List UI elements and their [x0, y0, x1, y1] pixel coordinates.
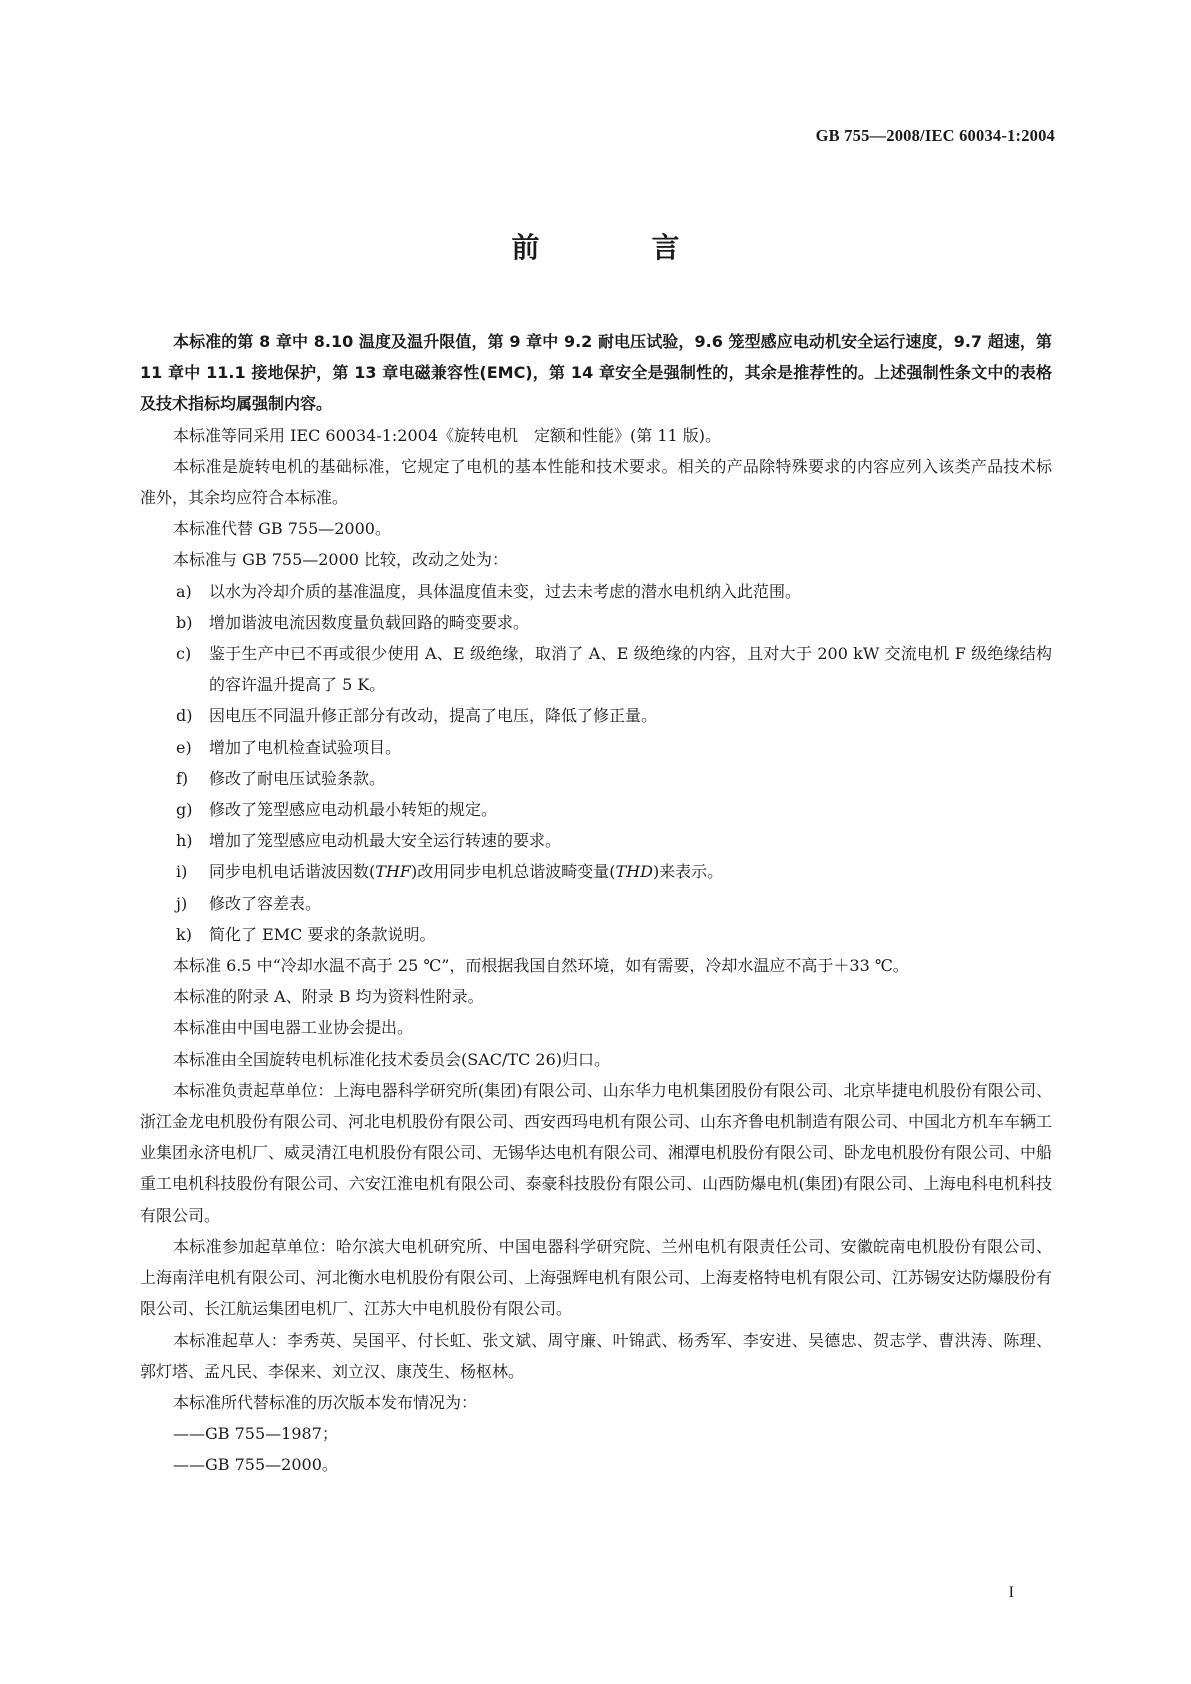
- change-item: d) 因电压不同温升修正部分有改动，提高了电压，降低了修正量。: [140, 700, 1052, 731]
- change-item: b) 增加谐波电流因数度量负载回路的畸变要求。: [140, 607, 1052, 638]
- paragraph: 本标准的附录 A、附录 B 均为资料性附录。: [173, 987, 484, 1007]
- page-title: 前 言: [511, 231, 722, 264]
- change-item: f) 修改了耐电压试验条款。: [140, 763, 1052, 794]
- change-item: e) 增加了电机检查试验项目。: [140, 732, 1052, 763]
- list-label: d): [176, 706, 193, 726]
- paragraph: 本标准 6.5 中“冷却水温不高于 25 ℃”，而根据我国自然环境，如有需要，冷却水温应不高于＋33 ℃。: [173, 956, 909, 976]
- list-label: k): [176, 924, 192, 944]
- list-label: i): [176, 862, 188, 882]
- list-label: b): [176, 612, 193, 632]
- paragraph: 本标准等同采用 IEC 60034-1:2004《旋转电机 定额和性能》(第 11 版)。: [173, 425, 722, 445]
- drafting-units-paragraph: 本标准负责起草单位：上海电器科学研究所(集团)有限公司、山东华力电机集团股份有限公司、北京毕捷电机股份有限公司、浙江金龙电机股份有限公司、河北电机股份有限公司、西安西玛电机有限公司、山东齐鲁电机制造有限公司、中国北方机车车辆工业集团永济电机厂、威灵清江电机股份有限公司、无锡华达电机有限公司、湘潭电机股份有限公司、卧龙电机股份有限公司、中船重工电机科技股份有限公司、六安江淮电机有限公司、泰豪科技股份有限公司、山西防爆电机(集团)有限公司、上海电科电机科技有限公司。: [140, 1080, 1053, 1225]
- list-label: a): [176, 581, 192, 601]
- change-item: h) 增加了笼型感应电动机最大安全运行转速的要求。: [140, 825, 1052, 856]
- history-item: ——GB 755—2000。: [173, 1455, 338, 1475]
- paragraph: 本标准是旋转电机的基础标准，它规定了电机的基本性能和技术要求。相关的产品除特殊要求的内容应列入该类产品技术标准外，其余均应符合本标准。: [140, 456, 1052, 508]
- paragraph: 本标准代替 GB 755—2000。: [173, 519, 391, 539]
- paragraph: 本标准由中国电器工业协会提出。: [173, 1018, 414, 1038]
- list-label: c): [176, 644, 192, 664]
- change-item: c) 鉴于生产中已不再或很少使用 A、E 级绝缘，取消了 A、E 级绝缘的内容，且对大于 200 kW 交流电机 F 级绝缘结构的容许温升提高了 5 K。: [140, 638, 1052, 700]
- change-item: a) 以水为冷却介质的基准温度，具体温度值未变，过去未考虑的潜水电机纳入此范围。: [140, 576, 1052, 607]
- participating-units-paragraph: 本标准参加起草单位：哈尔滨大电机研究所、中国电器科学研究院、兰州电机有限责任公司、安徽皖南电机股份有限公司、上海南洋电机有限公司、河北衡水电机股份有限公司、上海强辉电机有限公司、上海麦格特电机有限公司、江苏锡安达防爆股份有限公司、长江航运集团电机厂、江苏大中电机股份有限公司。: [140, 1236, 1053, 1319]
- paragraph: 本标准由全国旋转电机标准化技术委员会(SAC/TC 26)归口。: [173, 1049, 610, 1069]
- drafters-paragraph: 本标准起草人：李秀英、吴国平、付长虹、张文斌、周守廉、叶锦武、杨秀军、李安进、吴德忠、贺志学、曹洪涛、陈理、郭灯塔、孟凡民、李保来、刘立汉、康茂生、杨枢林。: [140, 1330, 1052, 1381]
- list-label: g): [176, 800, 193, 820]
- page-number: I: [1008, 1584, 1014, 1601]
- thd-term: THD: [615, 862, 653, 882]
- change-item: g) 修改了笼型感应电动机最小转矩的规定。: [140, 794, 1052, 825]
- foreword-body: [140, 326, 1052, 1481]
- paragraph: 本标准与 GB 755—2000 比较，改动之处为：: [173, 550, 509, 570]
- list-label: h): [176, 831, 193, 851]
- paragraph: 本标准所代替标准的历次版本发布情况为：: [173, 1392, 478, 1412]
- history-item: ——GB 755—1987；: [173, 1424, 338, 1444]
- list-label: j): [176, 893, 188, 913]
- standard-number-header: GB 755—2008/IEC 60034-1:2004: [815, 126, 1055, 145]
- change-item: i) 同步电机电话谐波因数(THF)改用同步电机总谐波畸变量(THD)来表示。: [140, 856, 1052, 887]
- mandatory-clauses-paragraph: 本标准的第 8 章中 8.10 温度及温升限值，第 9 章中 9.2 耐电压试验，9.6 笼型感应电动机安全运行速度，9.7 超速，第 11 章中 11.1 接地保护，第 13 章电磁兼容性(EMC)，第 14 章安全是强制性的，其余是推荐性的。上述强制性条文中的表格及技术指标均属强制内容。: [140, 332, 1052, 414]
- thf-term: THF: [375, 862, 411, 882]
- change-item: k) 简化了 EMC 要求的条款说明。: [140, 919, 1052, 950]
- list-label: e): [176, 737, 192, 757]
- change-item: j) 修改了容差表。: [140, 888, 1052, 919]
- list-label: f): [176, 768, 189, 788]
